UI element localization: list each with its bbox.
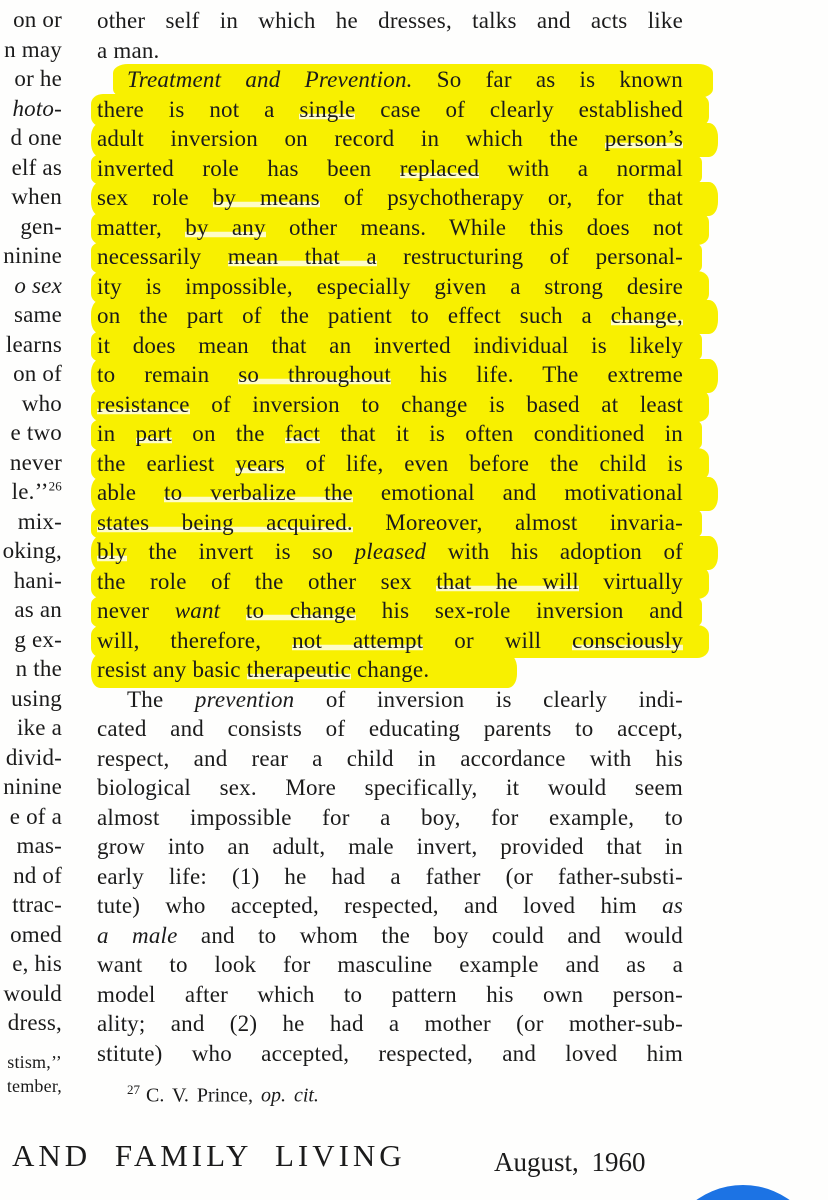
highlighted-text-line: bly the invert is so pleased with his adoption of xyxy=(97,537,683,567)
highlighted-text-line: necessarily mean that a restructuring of personal- xyxy=(97,242,683,272)
highlighted-text-line: resistance of inversion to change is based at least xyxy=(97,390,683,420)
left-column-line-fragment: on of xyxy=(13,361,62,386)
left-column-line-fragment: n the xyxy=(15,656,62,681)
left-column-line-fragment: elf as xyxy=(11,154,62,180)
left-column-line-fragment: when xyxy=(11,184,62,209)
main-text-column xyxy=(97,6,683,1068)
footnote-citation: op. cit. xyxy=(260,1084,319,1107)
text-line: cated and consists of educating parents to accept, xyxy=(97,716,683,741)
left-column-line-fragment: ninine xyxy=(3,243,62,268)
left-column-line-fragment: gen- xyxy=(20,213,62,239)
left-column-line-fragment: who xyxy=(21,390,62,416)
highlighted-text-line: to remain so throughout his life. The extreme xyxy=(97,360,683,390)
left-column-line-fragment: never xyxy=(9,449,62,475)
highlighted-text-line: there is not a single case of clearly established xyxy=(97,95,683,125)
left-column-line-fragment: on or xyxy=(13,7,62,32)
text-line: want to look for masculine example and as a xyxy=(97,952,683,977)
left-column-cutoff-text xyxy=(0,5,62,1098)
highlighted-text-line: the role of the other sex that he will virtually xyxy=(97,567,683,597)
left-column-line-fragment: dress, xyxy=(7,1010,62,1035)
highlighted-text-line: on the part of the patient to effect such a change, xyxy=(97,301,683,331)
text-line: a male and to whom the boy could and would xyxy=(97,922,683,948)
highlighted-text-line: sex role by means of psychotherapy or, for that xyxy=(97,183,683,213)
highlighted-text-line: ity is impossible, especially given a strong desire xyxy=(97,272,683,302)
left-column-line-fragment: using xyxy=(11,685,62,711)
highlighted-text-line: inverted role has been replaced with a normal xyxy=(97,154,683,184)
left-column-line-fragment: ttrac- xyxy=(12,892,62,917)
text-line: other self in which he dresses, talks and acts like xyxy=(97,8,683,33)
text-line: grow into an adult, male invert, provided that in xyxy=(97,834,683,859)
text-line: early life: (1) he had a father (or father-substi- xyxy=(97,863,683,889)
text-line: biological sex. More specifically, it would seem xyxy=(97,775,683,800)
left-column-line-fragment: same xyxy=(13,302,62,327)
left-column-line-fragment: ninine xyxy=(3,774,62,799)
left-column-line-fragment: ike a xyxy=(16,715,62,740)
highlighted-text-line: never want to change his sex-role inversion and xyxy=(97,596,683,626)
highlighted-text-line: will, therefore, not attempt or will consciously xyxy=(97,626,683,656)
left-column-line-fragment: mix- xyxy=(17,508,62,534)
left-column-line-fragment: n may xyxy=(4,36,62,62)
highlighted-text-line: it does mean that an inverted individual is likely xyxy=(97,331,683,361)
floating-action-button[interactable] xyxy=(663,1185,823,1200)
journal-title: AND FAMILY LIVING xyxy=(12,1138,406,1173)
footnote xyxy=(127,1082,319,1108)
issue-date: August, 1960 xyxy=(494,1147,646,1177)
highlighted-text-line: states being acquired. Moreover, almost invaria- xyxy=(97,508,683,538)
text-line: stitute) who accepted, respected, and loved him xyxy=(97,1040,683,1066)
left-column-line-fragment: g ex- xyxy=(14,626,62,652)
highlighted-text-line: matter, by any other means. While this does not xyxy=(97,213,683,243)
text-line: respect, and rear a child in accordance with his xyxy=(97,745,683,771)
text-line: almost impossible for a boy, for example, to xyxy=(97,804,683,830)
highlighted-text-line: Treatment and Prevention. So far as is known xyxy=(97,65,683,95)
text-line: ality; and (2) he had a mother (or mother-sub- xyxy=(97,1011,683,1036)
left-column-line-fragment: mas- xyxy=(16,833,62,858)
left-column-line-fragment: learns xyxy=(5,331,62,357)
left-column-line-fragment: d one xyxy=(10,125,62,150)
footnote-number: 27 xyxy=(127,1082,140,1097)
left-column-footnote-fragment: tember, xyxy=(6,1075,62,1096)
text-line: a man. xyxy=(97,37,160,63)
highlighted-text-line: adult inversion on record in which the person’s xyxy=(97,124,683,154)
text-line: The prevention of inversion is clearly indi- xyxy=(127,686,684,712)
left-column-line-fragment: e of a xyxy=(9,803,62,829)
left-column-line-fragment: e, his xyxy=(12,951,62,976)
left-column-line-fragment: nd of xyxy=(13,862,62,888)
left-column-line-fragment: le.’’$^{26}$ xyxy=(11,478,62,504)
left-column-line-fragment: as an xyxy=(14,597,62,622)
left-column-line-fragment: oking, xyxy=(2,538,62,563)
left-column-line-fragment: would xyxy=(3,980,62,1006)
left-column-line-fragment: o sex xyxy=(14,272,62,298)
footnote-text: C. V. Prince, xyxy=(146,1084,261,1107)
left-column-line-fragment: hani- xyxy=(13,567,62,593)
left-column-line-fragment: or he xyxy=(14,66,62,91)
left-column-line-fragment: hoto- xyxy=(12,95,62,121)
highlighted-text-line: in part on the fact that it is often conditioned in xyxy=(97,419,683,449)
text-line: tute) who accepted, respected, and loved him as xyxy=(97,893,683,918)
highlighted-text-line: resist any basic therapeutic change. xyxy=(97,655,683,685)
left-column-line-fragment: e two xyxy=(10,420,62,445)
left-column-footnote-fragment: stism,’’ xyxy=(7,1051,62,1072)
left-column-line-fragment: divid- xyxy=(5,744,62,770)
highlighted-text-line: able to verbalize the emotional and motivational xyxy=(97,478,683,508)
text-line: model after which to pattern his own person- xyxy=(97,981,683,1007)
highlighted-text-line: the earliest years of life, even before the child is xyxy=(97,449,683,479)
left-column-line-fragment: omed xyxy=(10,921,62,947)
